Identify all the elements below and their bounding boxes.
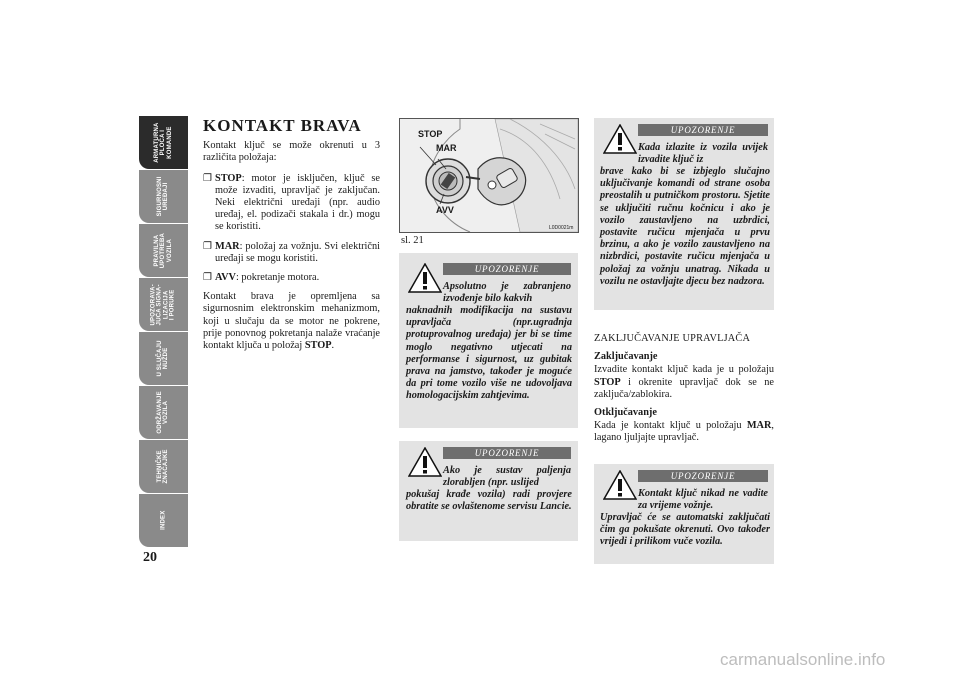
bullet-text: : motor je isključen, ključ se može izvaditi, upravljač je zaključan. Neki električni uređaji (npr. audio uređaj, el. podizači stakala i dr.) mogu se koristiti. — [215, 172, 380, 233]
checkbox-bullet-icon: ❐ — [203, 172, 212, 184]
tab-label: INDEX — [160, 510, 167, 531]
tab-upozoravajuca-signalizacija[interactable] — [139, 278, 188, 331]
steering-lock-heading: ZAKLJUČAVANJE UPRAVLJAČA — [594, 333, 751, 344]
tab-odrzavanje-vozila[interactable] — [139, 386, 188, 439]
bullet-avv — [203, 272, 380, 284]
tab-sigurnosni-uredaji[interactable] — [139, 170, 188, 223]
lock-key: STOP — [594, 376, 621, 388]
warning-box-modifications — [399, 253, 578, 428]
paragraph-text: Kontakt brava je opremljena sa sigurnosnim elektronskim mehanizmom, koji u slučaju da se motor ne pokrene, prije ponovnog pokretanja nalaže vraćanje kontakt ključa u položaj — [203, 291, 380, 352]
tab-armaturna-ploca[interactable] — [139, 116, 188, 169]
tab-label: SIGURNOSNI UREĐAJI — [157, 176, 170, 217]
tab-u-slucaju-nuzde[interactable] — [139, 332, 188, 385]
tab-pravilna-upotreba[interactable] — [139, 224, 188, 277]
section-title: KONTAKT BRAVA — [203, 116, 362, 135]
bullet-key: MAR — [215, 240, 240, 252]
bullet-key: AVV — [215, 272, 236, 284]
security-paragraph — [203, 291, 380, 352]
warning-box-key-removal — [594, 464, 774, 564]
paragraph-key: STOP — [304, 340, 332, 352]
warning-box-tampering — [399, 441, 578, 541]
bullet-key: STOP — [215, 172, 242, 184]
unlock-key: MAR — [746, 420, 772, 432]
unlock-text: Kada je kontakt ključ u položaju — [594, 420, 747, 432]
warning-text-lead: Apsolutno je zabranjeno izvođenje bilo kakvih — [443, 281, 571, 305]
bullet-text: : položaj za vožnju. Svi električni uređaji se mogu koristiti. — [215, 240, 380, 264]
warning-header: UPOZORENJE — [443, 263, 571, 275]
tab-label: ARMATURNA PLOČA I KOMANDE — [153, 122, 173, 163]
ignition-figure — [399, 118, 579, 233]
warning-triangle-icon — [408, 263, 442, 293]
warning-box-leaving-vehicle — [594, 118, 774, 310]
figure-label-mar: MAR — [436, 143, 457, 153]
ignition-section — [203, 116, 380, 360]
lock-subheading: Zaključavanje — [594, 351, 658, 363]
tab-index[interactable] — [139, 494, 188, 547]
warning-text: pokušaj krađe vozila) radi provjere obratite se ovlaštenome servisu Lancie. — [406, 489, 572, 513]
lock-paragraph — [594, 364, 774, 401]
tab-tehnicke-znacajke[interactable] — [139, 440, 188, 493]
watermark: carmanualsonline.info — [720, 650, 886, 669]
tab-label: TEHNIČKE ZNAČAJKE — [157, 449, 170, 484]
figure-label-stop: STOP — [418, 129, 443, 139]
paragraph-end: . — [331, 340, 335, 352]
warning-text-lead: Kontakt ključ nikad ne vadite za vrijeme vožnje. — [638, 488, 768, 512]
chapter-tabs — [139, 116, 188, 548]
unlock-subheading: Otključavanje — [594, 407, 657, 419]
figure-label-avv: AVV — [436, 205, 454, 215]
bullet-mar — [203, 241, 380, 265]
warning-text: brave kako bi se izbjeglo slučajno uključivanje komandi od strane osoba preostalih u putničkom prostoru. Sjetite se uključiti ručnu kočnicu i ako je vozilo zaustavljeno na uzbrdici, postavite ručicu mjenjača u prvu brzinu, a ako je vozilo zaustavljeno na nizbrdici, postavite ručicu mjenjača u položaj za vožnju unatrag. Nikada u vozilu ne ostavljajte djecu bez nadzora. — [600, 166, 770, 287]
tab-label: UPOZORAVA- JUĆA SIGNA- LIZACIJA I PORUKE — [150, 283, 176, 326]
warning-text-lead: Ako je sustav paljenja zlorabljen (npr. uslijed — [443, 465, 571, 489]
lock-text: Izvadite kontakt ključ kada je u položaju — [594, 364, 774, 376]
warning-triangle-icon — [603, 470, 637, 500]
tab-label: PRAVILNA UPOTREBA VOZILA — [153, 232, 173, 269]
bullet-stop — [203, 173, 380, 234]
warning-triangle-icon — [603, 124, 637, 154]
warning-text: naknadnih modifikacija na sustavu upravljača (npr.ugrađnja protuprovalnog uređaja) jer bi se time moglo negativno utjecati na performanse i sigurnost, uz gubitak prava na jamstvo, također je moguće da pri tome vozilo više ne udovoljava homologacijskim zahtjevima. — [406, 305, 572, 402]
warning-header: UPOZORENJE — [638, 470, 768, 482]
warning-text-lead: Kada izlazite iz vozila uvijek izvadite ključ iz — [638, 142, 768, 166]
bullet-text: : pokretanje motora. — [235, 272, 320, 284]
figure-code: L0D0021m — [549, 225, 574, 231]
page-number: 20 — [143, 550, 157, 565]
tab-label: ODRŽAVANJE VOZILA — [157, 391, 170, 434]
checkbox-bullet-icon: ❐ — [203, 240, 212, 252]
warning-header: UPOZORENJE — [638, 124, 768, 136]
tab-label: U SLUČAJU NUŽDE — [157, 340, 170, 377]
figure-caption: sl. 21 — [401, 235, 424, 246]
warning-triangle-icon — [408, 447, 442, 477]
warning-text: Upravljač će se automatski zaključati čim ga pokušate okrenuti. Ovo također vrijedi i prilikom vuče vozila. — [600, 512, 770, 548]
checkbox-bullet-icon: ❐ — [203, 272, 212, 284]
unlock-text-end: , lagano ljuljajte upravljač. — [594, 420, 774, 444]
warning-header: UPOZORENJE — [443, 447, 571, 459]
unlock-paragraph — [594, 420, 774, 444]
intro-text: Kontakt ključ se može okrenuti u 3 različita položaja: — [203, 140, 380, 164]
lock-text-end: i okrenite upravljač dok se ne zaključa/zablokira. — [594, 376, 774, 400]
steering-lock-section — [594, 333, 774, 451]
